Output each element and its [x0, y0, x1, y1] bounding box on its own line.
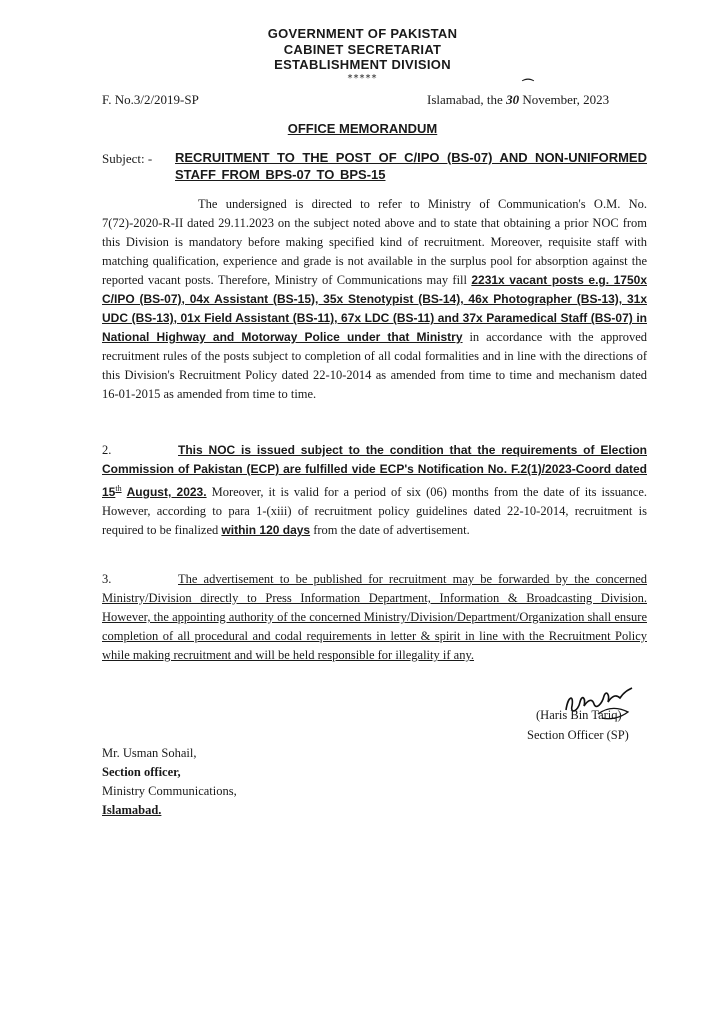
para2-deadline: within 120 days [221, 523, 311, 538]
signatory-title: Section Officer (SP) [527, 728, 629, 742]
para2-noc-condition: This NOC is issued subject to the condition that the requirements of Election Commission of Pakistan (ECP) are fulfilled vide ECP's Notification No. F.2(1)/2023-Coord dated 15 [102, 443, 647, 500]
date-line [427, 92, 609, 108]
para3-number: 3. [102, 572, 112, 586]
para1-posts-detail: 2231x vacant posts e.g. 1750x C/IPO (BS-07), 04x Assistant (BS-15), 35x Stenotypist (BS-14), 46x Photographer (BS-13), 31x UDC (BS-13), 01x Field Assistant (BS-11), 67x LDC (BS-11) and 37x Paramedical Staff (BS-07) in National Highway and Motorway Police under that Ministry [102, 273, 647, 344]
para2-superscript: th [115, 484, 122, 493]
handwritten-mark-icon: ⌒ [522, 78, 535, 92]
addressee-name: Mr. Usman Sohail, [102, 746, 197, 760]
signatory-name: (Haris Bin Tariq) [536, 708, 622, 722]
memo-title: OFFICE MEMORANDUM [287, 121, 438, 136]
date-day: 30 [506, 92, 520, 107]
addressee-block [102, 744, 237, 820]
header-government: GOVERNMENT OF PAKISTAN [267, 26, 458, 41]
subject-label: Subject: - [102, 151, 153, 166]
file-number: F. No.3/2/2019-SP [102, 92, 199, 107]
para2-text-b: from the date of advertisement. [313, 523, 470, 538]
place-prefix: Islamabad, the [427, 92, 503, 107]
addressee-designation: Section officer, [102, 765, 181, 779]
para1-text-b: in accordance with the approved recruitment rules of the posts subject to completion of all codal formalities and in line with the directions of this Division's Recruitment Policy dated 22-10-2014 as amended from time to time and mechanism dated 16-01-2015 as amended from time to time. [102, 330, 648, 401]
date-month-year: November, 2023 [522, 92, 610, 107]
header-stars: ***** [347, 73, 378, 84]
para2-date: August, 2023. [126, 485, 207, 500]
para2-text-a: Moreover, it is valid for a period of six (06) months from the date of its issuance. However, according to para 1-(xiii) of recruitment policy guidelines dated 22-10-2014, recruitment is required to be finalized [102, 485, 648, 538]
addressee-city: Islamabad. [102, 803, 162, 817]
paragraph-2 [102, 441, 647, 540]
addressee-ministry: Ministry Communications, [102, 784, 237, 798]
para1-text-a: The undersigned is directed to refer to Ministry of Communication's O.M. No. 7(72)-2020-R-II dated 29.11.2023 on the subject noted above and to state that obtaining a prior NOC from this Division is mandatory before making specified kind of recruitment. Moreover, requisite staff with matching qualification, experience and grade is not available in the surplus pool for absorption against the reported vacant posts. Therefore, Ministry of Communications may fill [102, 197, 647, 287]
para2-number: 2. [102, 443, 112, 457]
para3-text: The advertisement to be published for recruitment may be forwarded by the concerned Ministry/Division directly to Press Information Department, Information & Broadcasting Division. However, the appointing authority of the concerned Ministry/Division/Department/Organization shall ensure completion of all procedural and codal requirements in letter & spirit in line with the Recruitment Policy while making recruitment and will be held responsible for illegality if any. [102, 572, 647, 662]
paragraph-3 [102, 570, 647, 665]
subject-text: RECRUITMENT TO THE POST OF C/IPO (BS-07) AND NON-UNIFORMED STAFF FROM BPS-07 TO BPS-15 [175, 150, 647, 182]
header-cabinet: CABINET SECRETARIAT [283, 42, 442, 57]
paragraph-1 [102, 195, 647, 404]
header-division: ESTABLISHMENT DIVISION [274, 57, 451, 72]
